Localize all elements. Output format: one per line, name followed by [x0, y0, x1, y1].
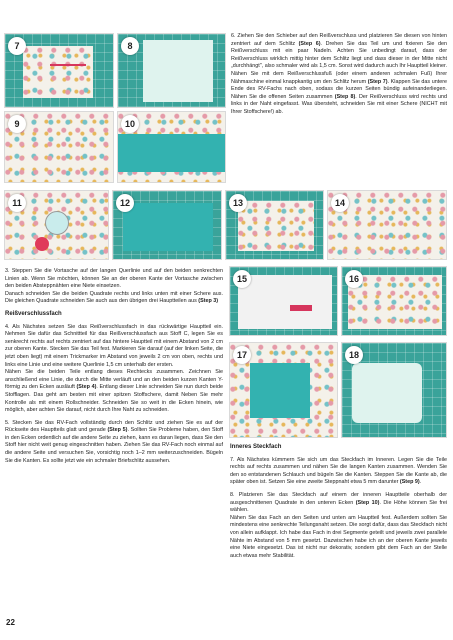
text-run: 4. Als Nächstes setzen Sie das Reißverschlussfach in das rückwärtige Hauptteil ein. Nehmen Sie dafür das Schnittteil für das Reißverschlussfach aus Stoff C, legen Sie es senkrecht rechts auf rechts zentriert auf das hintere Hauptteil mit einem Abstand von 2 cm zur oberen Kante. Stecken Sie das Teil fest. Markieren Sie darauf (auf der linken Seite, die jetzt oben liegt) mit einem Trickmarker im Abstand von jeweils 2 cm von oben, rechts und links eine Linie und eine weitere Querlinie 1,5 cm unterhalb der ersten. — [5, 323, 223, 368]
text-run: 3. Steppen Sie die Vortasche auf der langen Querlinie und auf den beiden senkrechten Linien ab. Wenn Sie möchten, können Sie an der oberen Kante der Vortasche zwischen den beiden Absteppnähten eine Niete einsetzen. — [5, 268, 223, 290]
step-number-badge: 15 — [233, 270, 251, 288]
step-number-badge: 14 — [331, 194, 349, 212]
step-number-badge: 10 — [121, 115, 139, 133]
photo-step-17 — [229, 342, 338, 438]
text-run: . Der Reißverschluss wird rechts und links in der Naht eingefasst. Was übersteht, schneiden Sie mit einer Schere (NICHT mit Ihrer Stoffschere!) ab. — [231, 93, 447, 115]
photo-step-7 — [4, 33, 114, 108]
step-number-badge: 12 — [116, 194, 134, 212]
right-column-text: Inneres Steckfach 7. Als Nächstes kümmern Sie sich um das Steckfach im Inneren. Legen Sie die Teile rechts auf rechts zusammen und nähen Sie die langen Kanten zusammen. Wenden Sie den so entstandenen Schlauch und bügeln Sie die Kanten. Steppen Sie die Kante ab, die später oben ist. Setzen Sie eine zweite Steppnaht etwa 5 mm darunter (Step 9). 8. Platzieren Sie das Steckfach auf einem der inneren Hauptteile oberhalb der ausgeschnittenen Quadrate in den unteren Ecken (Step 10). Die Höhe können Sie frei wählen. Nähen Sie das Fach an den Seiten und unten am Hauptteil fest. Außerdem sollten Sie mindestens eine senkrechte Teilungsnaht setzen. Die sorgt dafür, dass das Steckfach nicht von allein aufklappt. Ich habe das Fach in drei Segmente geteilt und jeweils zwei parallele Nähte im Abstand von 5 mm gesetzt. Dazwischen habe ich an der oberen Kante jeweils eine Niete eingesetzt. Das ist nicht nur dekorativ, sondern gibt dem Fach an der Stelle auch etwas mehr Stabilität. — [230, 444, 448, 559]
fabric-pocket — [118, 134, 226, 172]
step-ref: (Step 6) — [298, 40, 321, 47]
text-run: Nähen Sie die beiden Teile entlang dieses Rechtecks zusammen. Zeichnen Sie anschließend eine Linie, die durch die Mitte verläuft und an den beiden kurzen Kanten Y-förmig zu den Ecken ausläuft — [5, 369, 223, 391]
fabric-piece — [352, 363, 422, 423]
step-ref: (Step 10) — [355, 499, 380, 506]
text-run: . Die Höhe können Sie frei wählen. — [230, 499, 448, 514]
page-number: 22 — [6, 618, 15, 627]
photo-step-9 — [4, 111, 114, 183]
step-ref: (Step 9) — [399, 479, 420, 486]
photo-step-18 — [341, 342, 447, 438]
fabric-piece — [348, 275, 442, 329]
text-run: 7. Als Nächstes kümmern Sie sich um das Steckfach im Inneren. Legen Sie die Teile rechts auf rechts zusammen und nähen Sie die langen Kanten zusammen. Wenden Sie den so entstandenen Schlauch und bügeln Sie die Kanten. Steppen Sie die Kante ab, die später oben ist. Setzen Sie eine zweite Steppnaht etwa 5 mm darunter — [230, 456, 447, 486]
left-column-text — [5, 268, 223, 470]
step-number-badge: 7 — [8, 37, 26, 55]
step-number-badge: 17 — [233, 346, 251, 364]
step-number-badge: 16 — [345, 270, 363, 288]
step-ref: (Step 8) — [334, 93, 356, 100]
text-run: Danach schneiden Sie die beiden Quadrate rechts und links unten mit einer Schere aus. Die gleichen Quadrate schneiden Sie auch aus den übrigen drei Hauptteilen aus — [5, 290, 223, 305]
step-number-badge: 8 — [121, 37, 139, 55]
step-number-badge: 9 — [8, 115, 26, 133]
text-run: . Entlang dieser Linie schneiden Sie nun durch beide Stofflagen. Das geht am besten mit einer spitzen Stoffschere, damit Neben Sie mehr Kontrolle als mit einem Rollschneider. Schneiden Sie so weit in die Ecken hinein, wie möglich, aber achten Sie darauf, nicht durch Ihre Naht zu schneiden. — [5, 384, 223, 414]
step-ref: (Step 7) — [367, 78, 388, 85]
step-number-badge: 18 — [345, 346, 363, 364]
photo-step-14 — [327, 190, 447, 260]
fabric-piece — [23, 46, 93, 98]
zipper-pull — [290, 305, 312, 311]
fabric-pocket — [250, 363, 310, 418]
photo-step-8 — [117, 33, 226, 108]
text-run: Nähen Sie das Fach an den Seiten und unten am Hauptteil fest. Außerdem sollten Sie mindestens eine senkrechte Teilungsnaht setzen. Die sorgt dafür, dass das Steckfach nicht von allein aufklappt. Ich habe das Fach in drei Segmente geteilt und jeweils zwei parallele Nähte im Abstand von 5 mm gesetzt. Dazwischen habe ich an der oberen Kante jeweils eine Niete eingesetzt. Das ist nicht nur dekorativ, sondern gibt dem Fach an der Stelle auch etwas mehr Stabilität. — [230, 514, 447, 559]
photo-step-13 — [225, 190, 324, 260]
text-run: . Sollten Sie Probleme haben, den Stoff in den Ecken ordentlich auf die andere Seite zu ziehen, kann es daran liegen, dass Sie den Stoff hier nicht weit genug eingeschnitten haben. Ziehen Sie das RV-Fach noch einmal auf die andere Seite und versuchen Sie, vorsichtig noch 1–2 mm weiterzuschneiden. Bügeln Sie die Kanten. Es sollte jetzt wie ein schmaler Briefschlitz aussehen. — [5, 427, 223, 464]
fabric-piece — [123, 203, 213, 251]
text-run: 5. Stecken Sie das RV-Fach vollständig durch den Schlitz und ziehen Sie es auf der Rückseite des Hauptteils glatt und gerade — [5, 419, 223, 434]
photo-step-12 — [112, 190, 222, 260]
zipper-line — [50, 64, 86, 66]
fabric-piece — [238, 201, 314, 251]
step-number-badge: 11 — [8, 194, 26, 212]
step-ref: (Step 4) — [76, 384, 97, 391]
section-heading: Inneres Steckfach — [230, 444, 282, 450]
step-number-badge: 13 — [229, 194, 247, 212]
step-6-text — [231, 33, 447, 122]
photo-step-11 — [4, 190, 109, 260]
step-ref: (Step 3) — [198, 298, 219, 305]
text-run: 8. Platzieren Sie das Steckfach auf einem der inneren Hauptteile oberhalb der ausgeschnittenen Quadrate in den unteren Ecken — [230, 491, 447, 506]
rivet-tool — [35, 237, 49, 251]
photo-step-10 — [117, 111, 226, 183]
section-heading: Reißverschlussfach — [5, 310, 62, 317]
fabric-piece — [238, 275, 332, 329]
snap-fastener — [45, 211, 69, 235]
photo-step-15 — [229, 266, 338, 336]
text-run: . Drehen Sie das Teil um und fixieren Sie den Reißverschluss mit ein paar Nadeln. Achten Sie unbedingt darauf, dass der Reißverschluss wirklich mittig hinter dem Schlitz liegt und dass dieser in der Mitte nicht „durchhängt", also schmaler wird als 1,5 cm. Sonst wird dadurch auch Ihr Hauptteil kleiner. Nähen Sie mit dem Reißverschlussfuß (oder einem anderen schmalen Fuß) Ihrer Nähmaschine einmal knappkantig um den Schlitz herum — [231, 40, 447, 85]
text-run: . Klappen Sie das untere Ende des RV-Fachs nach oben, sodass die kurzen Seiten bündig aufeinanderliegen. Nähen Sie die offenen Seiten zusammen — [231, 78, 447, 100]
fabric-piece — [143, 40, 213, 102]
photo-step-16 — [341, 266, 447, 336]
step-ref: (Step 5) — [107, 427, 128, 434]
text-run: 6. Ziehen Sie den Schieber auf den Reißverschluss und platzieren Sie diesen von hinten zentriert auf dem Schlitz — [231, 33, 447, 47]
